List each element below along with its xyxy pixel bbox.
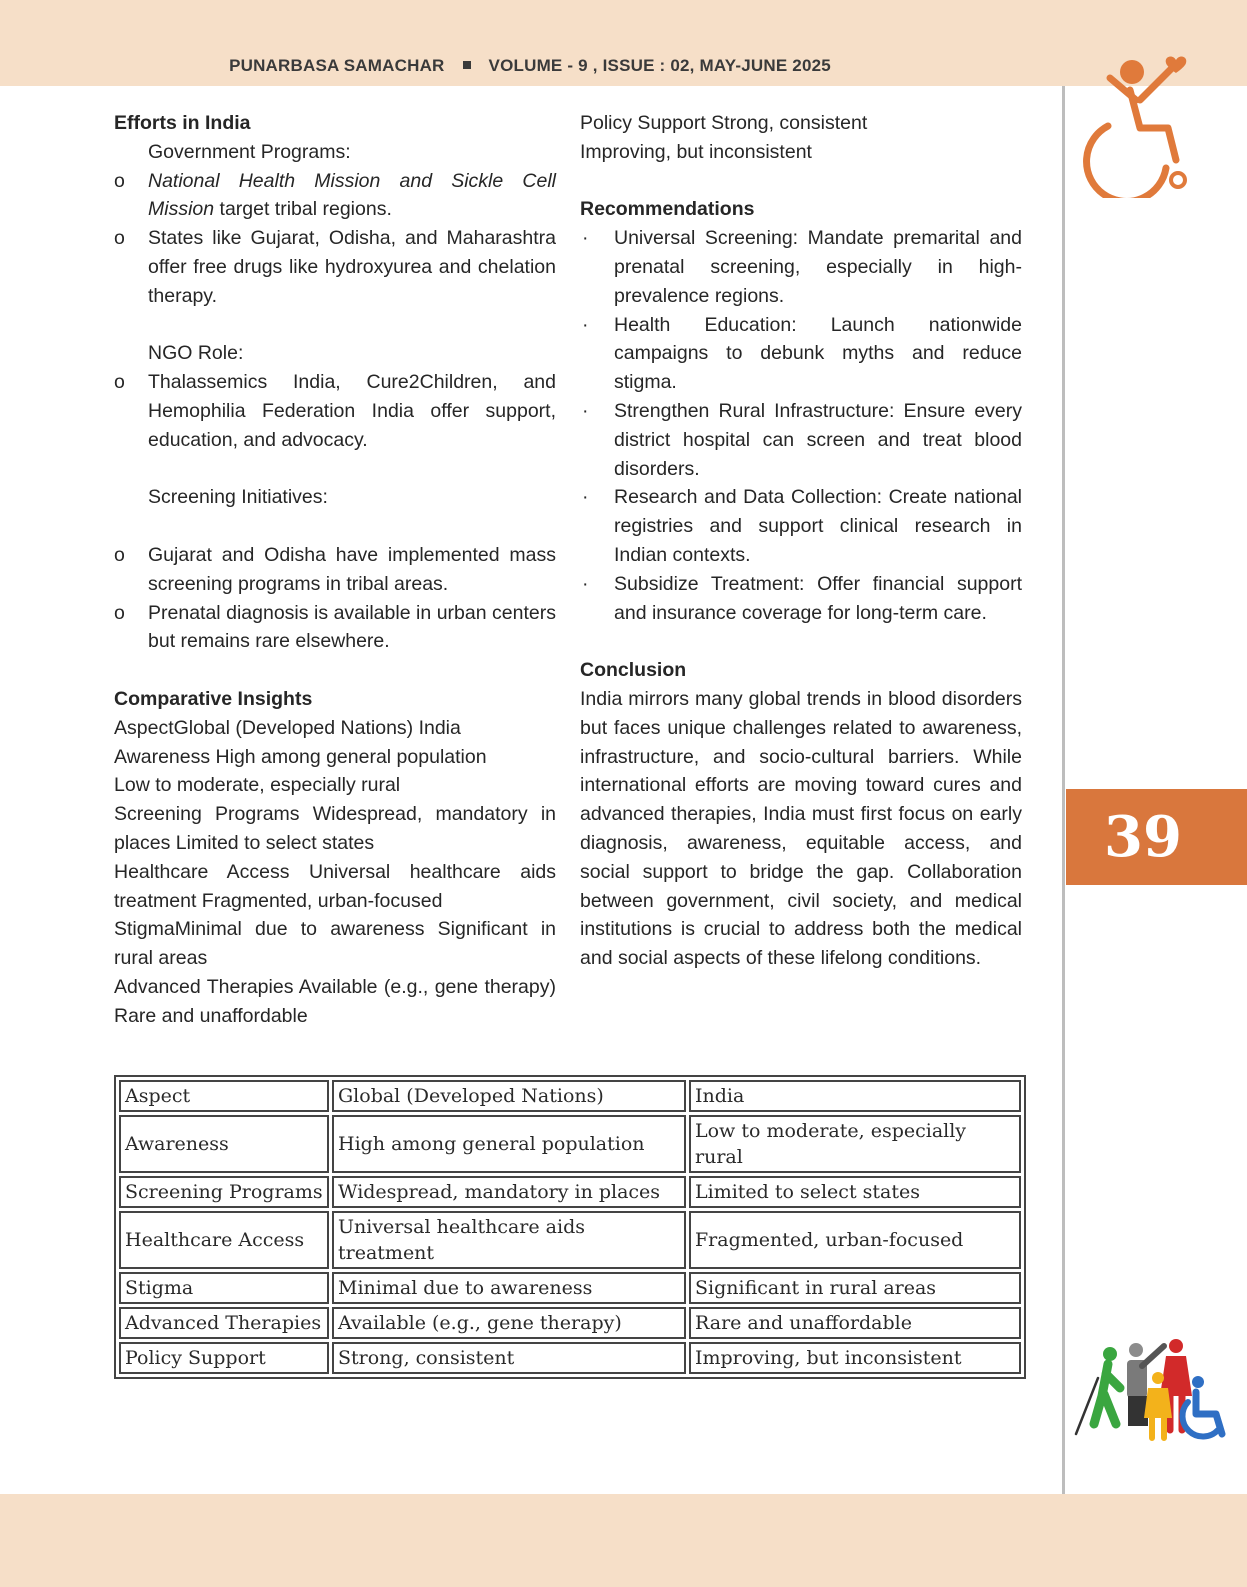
list-item [580,397,1022,483]
list-item-text: Research and Data Collection: Create national registries and support clinical research in Indian contexts. [614,486,1022,566]
list-item [114,167,556,225]
gov-programs-label: Government Programs: [148,140,351,163]
table-cell: Rare and unaffordable [689,1307,1021,1339]
comparative-line: Screening Programs Widespread, mandatory in places Limited to select states [114,803,556,854]
comparative-line: Awareness High among general population [114,745,487,768]
table-row [119,1115,1021,1173]
table-header-cell: India [689,1080,1021,1112]
list-item-text: States like Gujarat, Odisha, and Maharashtra offer free drugs like hydroxyurea and chelation therapy. [148,227,556,307]
table-row [119,1342,1021,1374]
publication-name: PUNARBASA SAMACHAR [229,56,445,75]
table-cell: Minimal due to awareness [332,1272,686,1304]
table-row [119,1272,1021,1304]
list-item [580,570,1022,628]
list-marker: o [114,371,125,394]
comparative-heading: Comparative Insights [114,687,313,710]
comparison-table [114,1075,1026,1379]
list-item [114,599,556,657]
table-cell: Available (e.g., gene therapy) [332,1307,686,1339]
table-header-row [119,1080,1021,1112]
table-cell: Awareness [119,1115,329,1173]
table-cell: Stigma [119,1272,329,1304]
left-column [114,109,556,1031]
wheelchair-user-logo [1080,48,1210,198]
list-item-text: Subsidize Treatment: Offer financial support and insurance coverage for long-term care. [614,572,1022,624]
comparative-line: Low to moderate, especially rural [114,774,401,797]
table-cell: High among general population [332,1115,686,1173]
screening-label: Screening Initiatives: [148,486,328,509]
list-marker: · [582,227,589,250]
list-item-text: Prenatal diagnosis is available in urban centers but remains rare elsewhere. [148,601,556,653]
margin-divider [1062,86,1065,1494]
list-marker: · [582,486,589,509]
diverse-disability-group-logo [1072,1338,1232,1453]
ngo-role-label: NGO Role: [148,342,244,365]
list-item-text: Thalassemics India, Cure2Children, and Hemophilia Federation India offer support, education, and advocacy. [148,371,556,451]
policy-line: Policy Support Strong, consistent [580,112,868,134]
conclusion-heading: Conclusion [580,659,687,682]
list-item [114,368,556,454]
header-separator [463,61,471,69]
comparative-line: Advanced Therapies Available (e.g., gene therapy) Rare and unaffordable [114,975,556,1027]
comparative-line: StigmaMinimal due to awareness Significant in rural areas [114,918,556,970]
table-cell: Low to moderate, especially rural [689,1115,1021,1173]
table-cell: Widespread, mandatory in places [332,1176,686,1208]
efforts-heading: Efforts in India [114,112,251,134]
table-cell: Strong, consistent [332,1342,686,1374]
list-item-text: Strengthen Rural Infrastructure: Ensure every district hospital can screen and treat blood disorders. [614,399,1022,480]
table-cell: Healthcare Access [119,1211,329,1269]
table-cell: Limited to select states [689,1176,1021,1208]
running-header [0,56,1060,76]
right-column [580,109,1022,973]
list-marker: · [582,399,589,422]
list-item [114,541,556,599]
list-item-text: Universal Screening: Mandate premarital and prenatal screening, especially in high-prevalence regions. [614,227,1022,307]
table-row [119,1211,1021,1269]
table-cell: Universal healthcare aids treatment [332,1211,686,1269]
page-number: 39 [1066,789,1247,885]
list-marker: o [114,169,125,192]
footer-band [0,1494,1247,1587]
table-header-cell: Global (Developed Nations) [332,1080,686,1112]
list-item [580,483,1022,569]
list-item-text: Gujarat and Odisha have implemented mass screening programs in tribal areas. [148,543,556,595]
recommendations-heading: Recommendations [580,198,755,221]
list-marker: o [114,601,125,624]
table-cell: Policy Support [119,1342,329,1374]
table-cell: Advanced Therapies [119,1307,329,1339]
conclusion-paragraph: India mirrors many global trends in blood disorders but faces unique challenges related to awareness, infrastructure, and socio-cultural barriers. While international efforts are moving toward cures and advanced therapies, India must first focus on early diagnosis, awareness, equitable access, and social support to bridge the gap. Collaboration between government, civil society, and medical institutions is crucial to address both the medical and social aspects of these lifelong conditions. [580,687,1022,970]
list-item-text: target tribal regions. [214,198,392,221]
comparative-line: AspectGlobal (Developed Nations) India [114,716,461,739]
list-marker: · [582,572,589,595]
issue-info: VOLUME - 9 , ISSUE : 02, MAY-JUNE 2025 [488,56,831,75]
table-row [119,1307,1021,1339]
list-item-text: Health Education: Launch nationwide campaigns to debunk myths and reduce stigma. [614,313,1022,394]
table-cell: Significant in rural areas [689,1272,1021,1304]
table-row [119,1176,1021,1208]
list-item [580,224,1022,310]
table-cell: Screening Programs [119,1176,329,1208]
list-marker: · [582,313,589,336]
table-cell: Fragmented, urban-focused [689,1211,1021,1269]
list-item [114,224,556,310]
table-header-cell: Aspect [119,1080,329,1112]
list-marker: o [114,227,125,250]
program-name: National Health Mission and Sickle Cell Mission [148,169,556,221]
list-marker: o [114,543,125,566]
comparative-line: Healthcare Access Universal healthcare aids treatment Fragmented, urban-focused [114,860,556,912]
policy-line: Improving, but inconsistent [580,140,812,163]
table-cell: Improving, but inconsistent [689,1342,1021,1374]
list-item [580,311,1022,397]
